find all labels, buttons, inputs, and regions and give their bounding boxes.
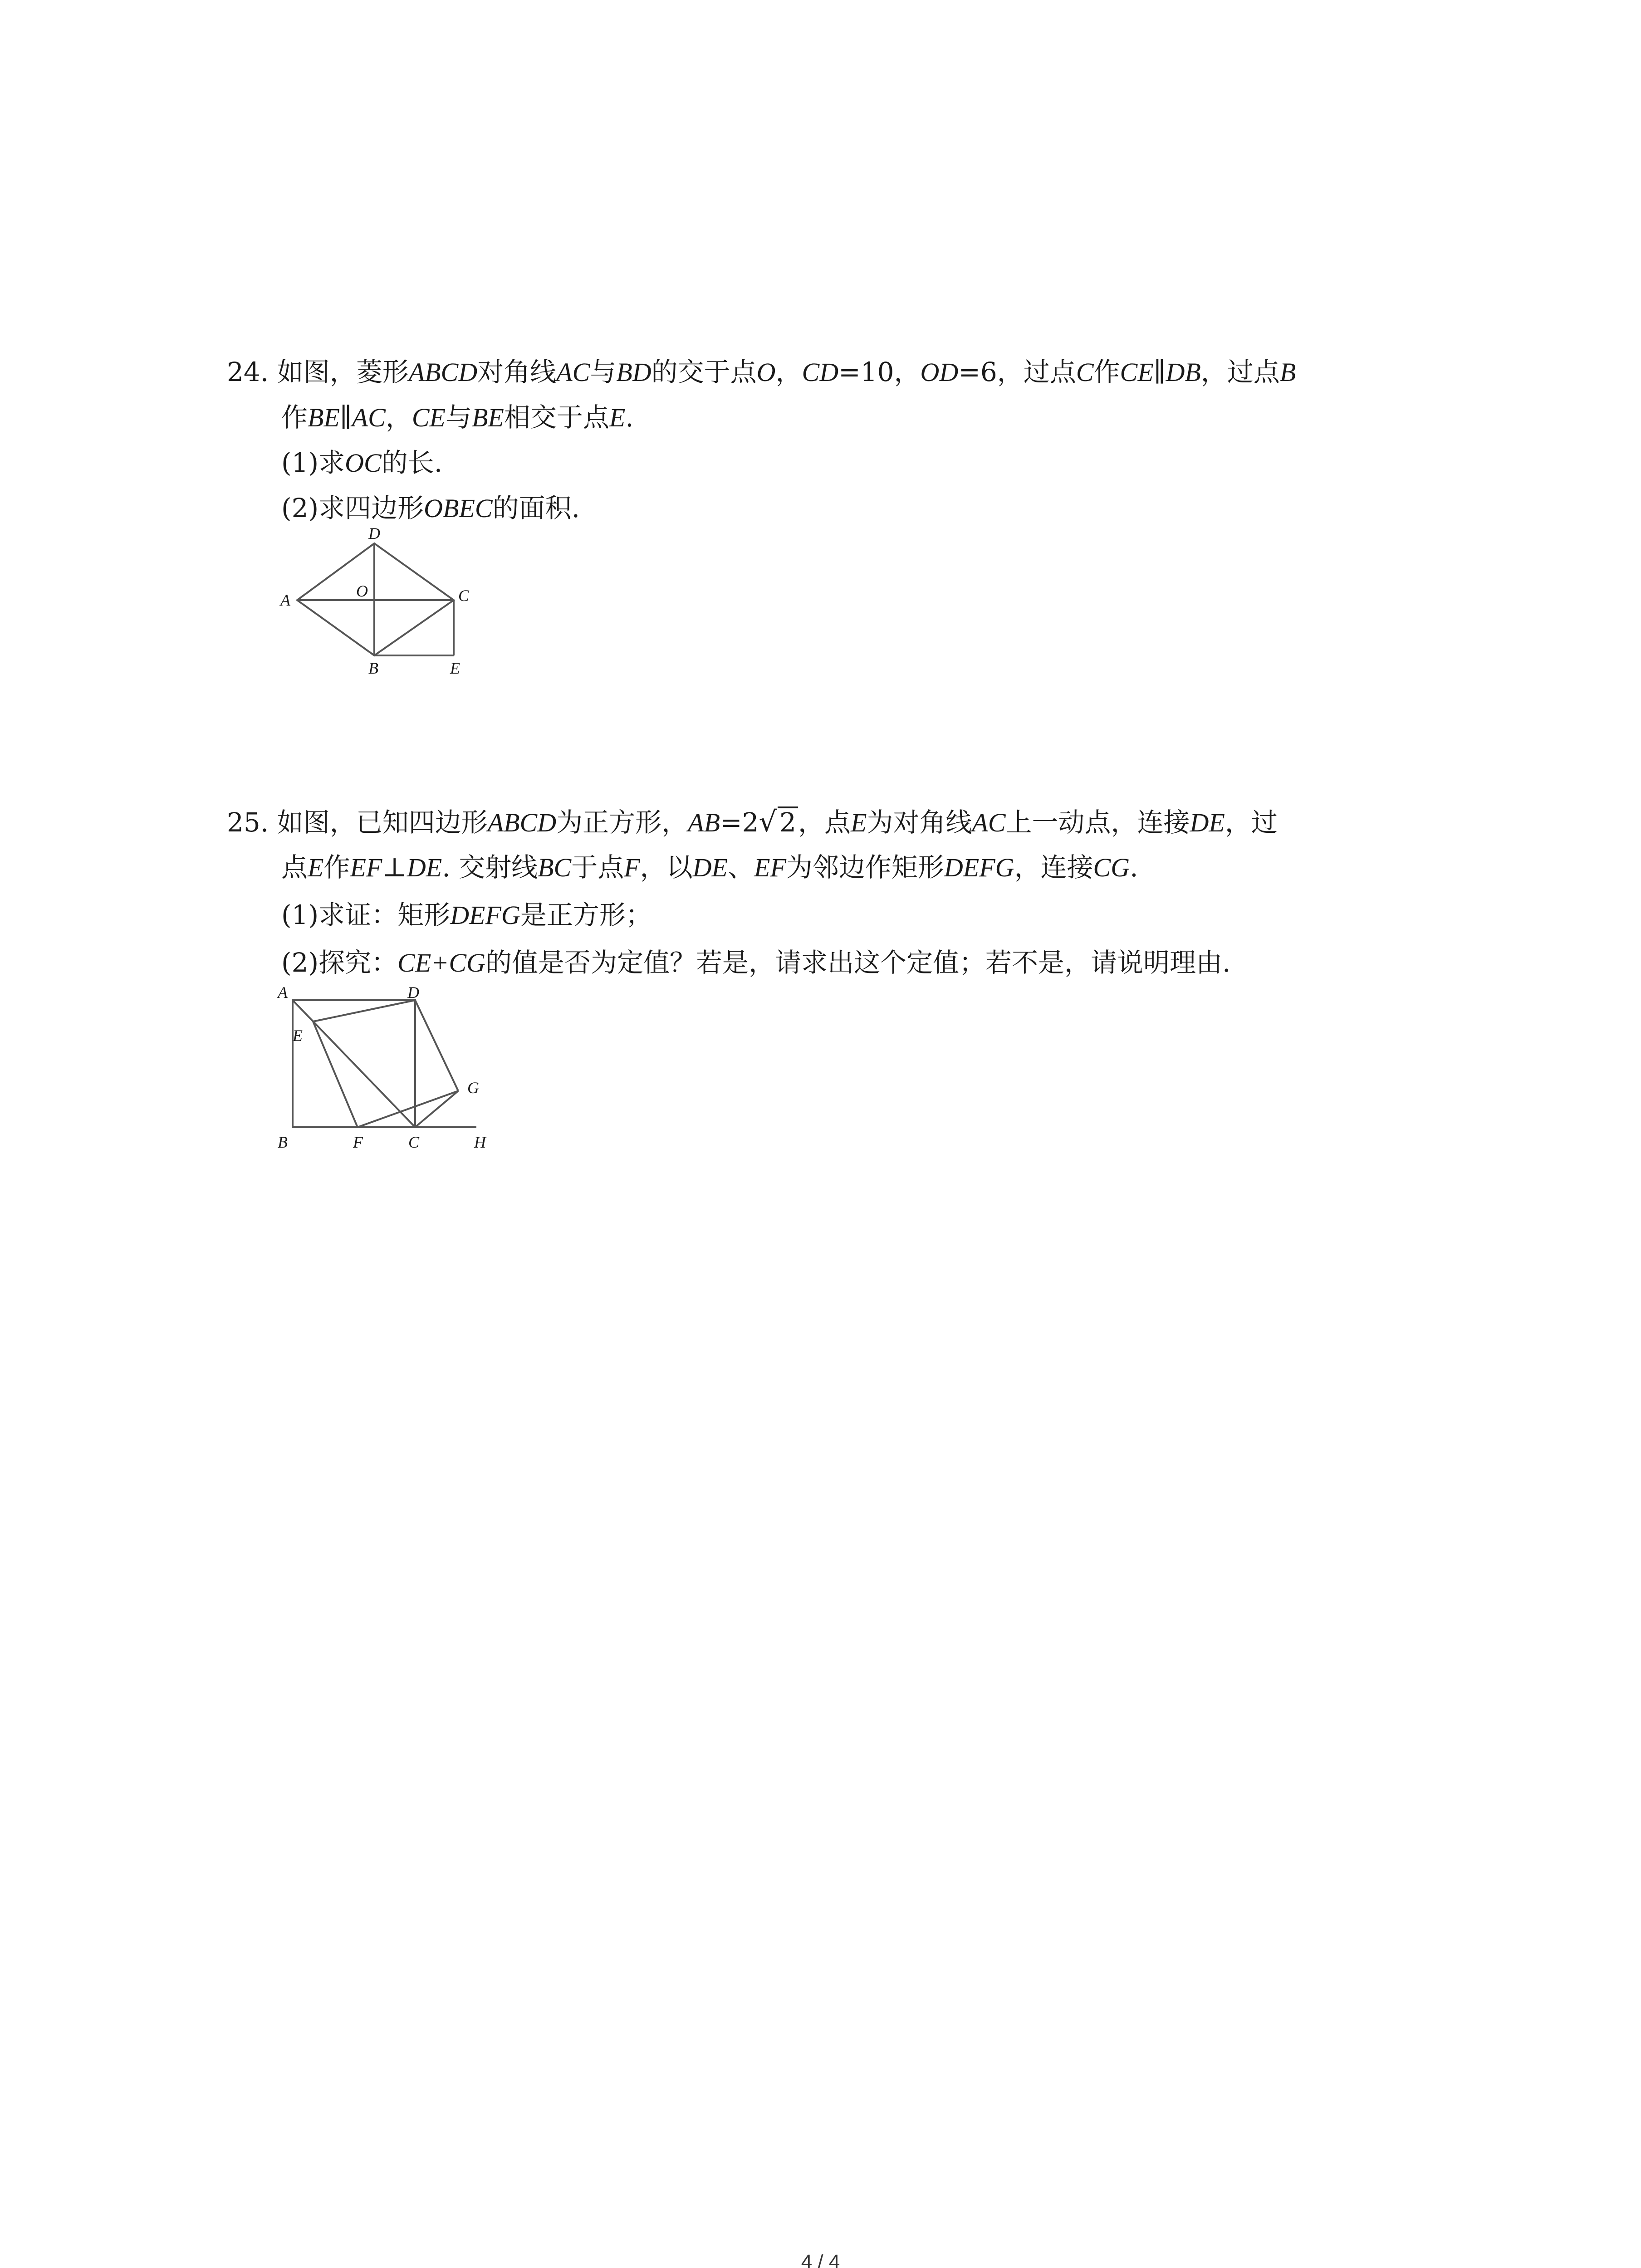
label-e: E <box>293 1026 303 1045</box>
segment-cg <box>415 1091 458 1127</box>
label-b: B <box>278 1133 288 1151</box>
p24-line2: 作BE∥AC，CE与BE相交于点E. <box>281 402 634 433</box>
page-number: 4 / 4 <box>801 2251 840 2268</box>
segment-de <box>313 1000 415 1022</box>
label-c: C <box>458 587 470 605</box>
rhombus-figure <box>272 522 508 678</box>
p24-line1: 24. 如图，菱形ABCD对角线AC与BD的交于点O，CD=10，OD=6，过点C作CE∥DB，过点B <box>227 357 1296 387</box>
label-a: A <box>278 983 288 1002</box>
segment-ef <box>313 1022 358 1127</box>
label-d: D <box>368 524 380 543</box>
segment-dg <box>415 1000 458 1091</box>
p25-line2: 点E作EF⊥DE. 交射线BC于点F，以DE、EF为邻边作矩形DEFG，连接CG. <box>281 852 1138 883</box>
square-figure <box>272 980 508 1154</box>
label-d: D <box>407 983 419 1002</box>
label-f: F <box>353 1133 363 1151</box>
p25-line1: 25. 如图，已知四边形ABCD为正方形，AB=2√ 2，点E为对角线AC上一动点，连接DE，过 <box>227 805 1278 838</box>
p24-question2: (2)求四边形OBEC的面积. <box>281 493 580 523</box>
label-g: G <box>467 1079 479 1097</box>
p24-question1: (1)求OC的长. <box>281 447 443 478</box>
label-e: E <box>450 659 460 676</box>
label-a: A <box>280 591 290 609</box>
label-h: H <box>474 1133 486 1151</box>
label-c: C <box>408 1133 420 1151</box>
p25-question1: (1)求证：矩形DEFG是正方形； <box>281 899 652 930</box>
p25-question2: (2)探究：CE+CG的值是否为定值？若是，请求出这个定值；若不是，请说明理由. <box>281 947 1231 978</box>
label-b: B <box>368 659 378 676</box>
label-o: O <box>356 582 368 600</box>
diagonal-ac <box>293 1000 415 1127</box>
segment-fg <box>358 1091 458 1127</box>
